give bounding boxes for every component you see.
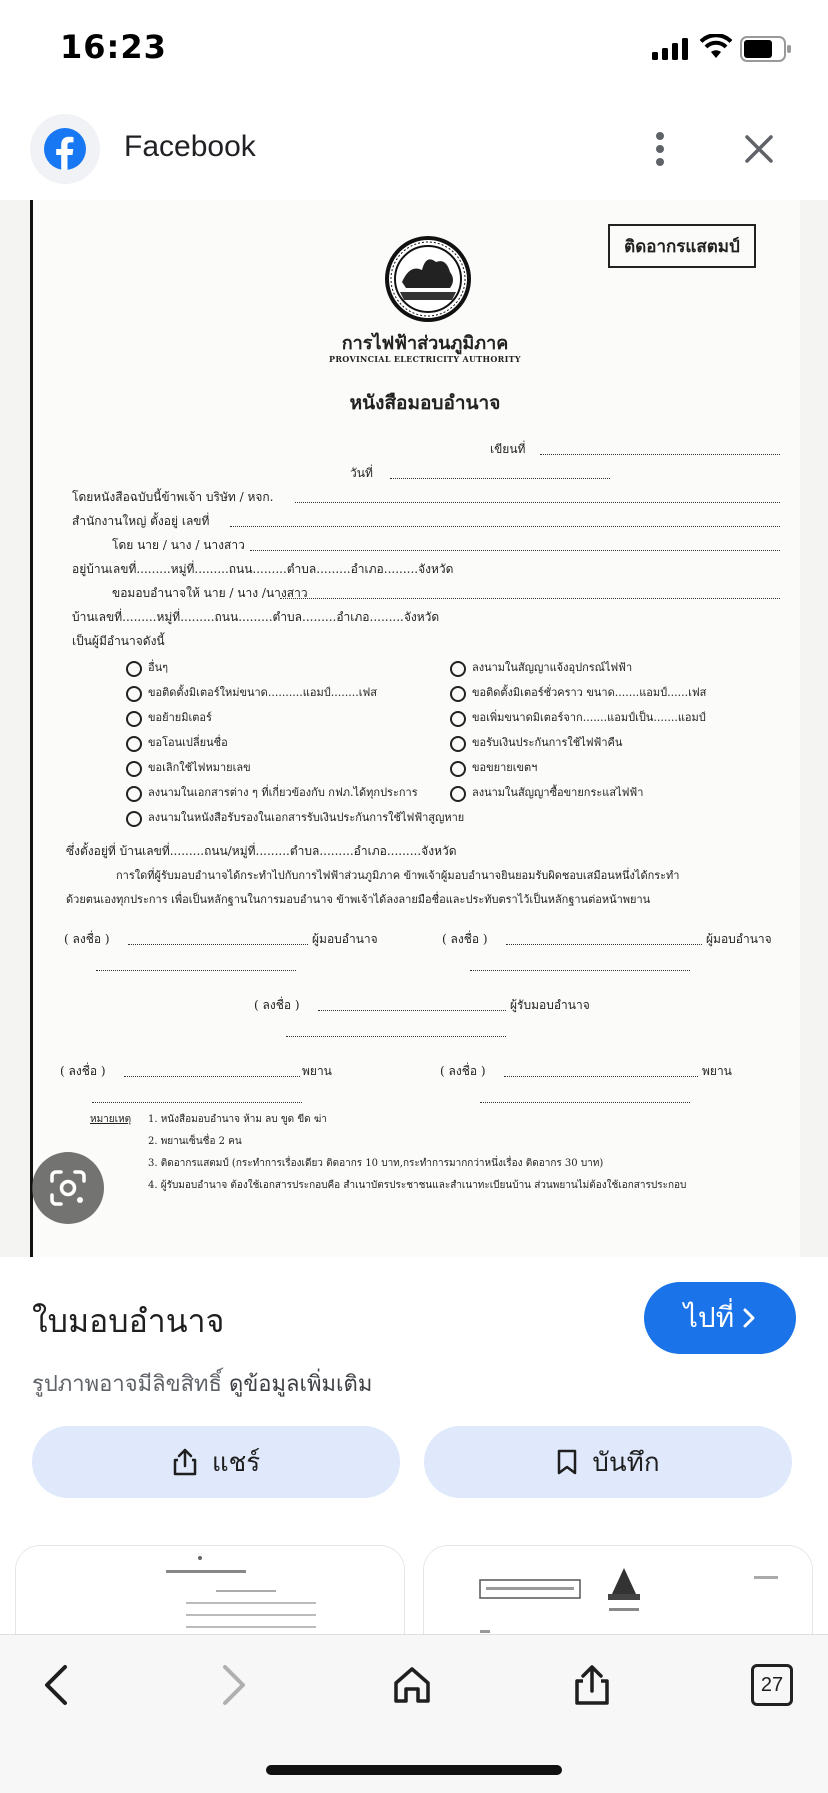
doc-line: สำนักงานใหญ่ ตั้งอยู่ เลขที่ [72, 514, 210, 528]
related-image-thumbnail[interactable] [16, 1546, 404, 1646]
bookmark-icon [556, 1448, 578, 1476]
status-time: 16:23 [60, 28, 167, 66]
doc-line: บ้านเลขที่.........หมู่ที่.........ถนน.........ตำบล.........อำเภอ.........จังหวัด [72, 610, 440, 624]
fill-line [286, 1036, 506, 1037]
related-image-thumbnail[interactable] [424, 1546, 812, 1646]
lens-icon [49, 1169, 87, 1207]
option-radio [126, 736, 142, 752]
org-name-thai: การไฟฟ้าส่วนภูมิภาค [341, 333, 509, 354]
fill-line [280, 598, 780, 599]
battery-icon [740, 36, 792, 62]
fill-line [96, 970, 296, 971]
tabs-button[interactable] [742, 1655, 802, 1715]
close-icon [745, 135, 773, 163]
grantor-label: ผู้มอบอำนาจ [312, 932, 378, 946]
option-radio [126, 761, 142, 777]
fill-line [506, 944, 702, 945]
tab-count: 27 [751, 1664, 793, 1706]
stamp-box: ติดอากรแสตมป์ [608, 224, 756, 268]
doc-line: ขอมอบอำนาจให้ นาย / นาง /นางสาว [112, 586, 308, 600]
doc-line: การใดที่ผู้รับมอบอำนาจได้กระทำไปกับการไฟฟ้าส่วนภูมิภาค ข้าพเจ้าผู้มอบอำนาจยินยอมรับผิดชอบเสมือนหนึ่งได้กระทำ [116, 869, 680, 882]
share-button[interactable] [32, 1426, 400, 1498]
option-radio [126, 686, 142, 702]
fill-line [540, 454, 780, 455]
doc-line: เป็นผู้มีอำนาจดังนี้ [72, 634, 165, 648]
fill-line [480, 1102, 690, 1103]
copyright-notice [32, 1366, 372, 1401]
note-line: 4. ผู้รับมอบอำนาจ ต้องใช้เอกสารประกอบคือ สำเนาบัตรประชาชนและสำเนาทะเบียนบ้าน ส่วนพยานไม่ต้องใช้เอกสารประกอบ [148, 1180, 687, 1191]
chevron-right-icon [219, 1663, 249, 1707]
facebook-icon [44, 128, 86, 170]
option-radio [450, 711, 466, 727]
doc-line: ซึ่งตั้งอยู่ที่ บ้านเลขที่.........ถนน/หมู่ที่.........ตำบล.........อำเภอ.........จังหวัด [66, 844, 457, 858]
source-header [0, 100, 828, 200]
learn-more-link[interactable]: ดูข้อมูลเพิ่มเติม [228, 1372, 373, 1397]
option-label: ลงนามในหนังสือรับรองในเอกสารรับเงินประกันการใช้ไฟฟ้าสูญหาย [148, 811, 465, 824]
org-name-english: PROVINCIAL ELECTRICITY AUTHORITY [329, 354, 521, 364]
option-radio [126, 786, 142, 802]
fill-line [92, 1102, 302, 1103]
note-line: 1. หนังสือมอบอำนาจ ห้าม ลบ ขูด ขีด ฆ่า [148, 1114, 327, 1125]
fill-line [230, 526, 780, 527]
grantor-label: ผู้มอบอำนาจ [706, 932, 772, 946]
save-button[interactable] [424, 1426, 792, 1498]
image-preview[interactable] [0, 200, 828, 1257]
visit-button[interactable] [644, 1282, 796, 1354]
option-radio [126, 711, 142, 727]
option-label: อื่นๆ [148, 661, 169, 674]
written-at: เขียนที่ [490, 442, 526, 456]
fill-line [250, 550, 780, 551]
chevron-left-icon [41, 1663, 71, 1707]
home-button[interactable] [382, 1655, 442, 1715]
home-indicator [266, 1765, 562, 1775]
doc-line: โดยหนังสือฉบับนี้ข้าพเจ้า บริษัท / หจก. [72, 490, 274, 504]
option-radio [450, 786, 466, 802]
option-label: ลงนามในสัญญาแจ้งอุปกรณ์ไฟฟ้า [472, 661, 633, 674]
sign-label: ( ลงชื่อ ) [60, 1064, 106, 1078]
fill-line [470, 970, 690, 971]
share-icon [573, 1663, 611, 1707]
fill-line [318, 1010, 506, 1011]
note-heading: หมายเหตุ [90, 1114, 132, 1125]
site-name[interactable]: Facebook [124, 130, 256, 163]
date-label: วันที่ [350, 466, 373, 480]
witness-label: พยาน [302, 1064, 332, 1078]
option-radio [450, 661, 466, 677]
option-label: ขอเลิกใช้ไฟหมายเลข [148, 761, 251, 774]
note-line: 2. พยานเซ็นชื่อ 2 คน [148, 1136, 242, 1147]
more-vert-icon [655, 131, 665, 167]
document-image [30, 200, 800, 1257]
share-icon [172, 1447, 198, 1477]
option-label: ขอขยายเขตฯ [472, 761, 538, 774]
document-thumbnail-graphic [424, 1546, 812, 1646]
option-label: ขอติดตั้งมิเตอร์ใหม่ขนาด..........แอมป์........เฟส [148, 686, 377, 699]
home-icon [392, 1665, 432, 1705]
save-label: บันทึก [592, 1447, 660, 1478]
visit-label: ไปที่ [683, 1301, 735, 1334]
back-button[interactable] [26, 1655, 86, 1715]
option-label: ขอย้ายมิเตอร์ [148, 711, 212, 724]
lens-search-button[interactable] [32, 1152, 104, 1224]
sign-label: ( ลงชื่อ ) [254, 998, 300, 1012]
share-label: แชร์ [211, 1447, 261, 1478]
option-label: ขอรับเงินประกันการใช้ไฟฟ้าคืน [472, 736, 623, 749]
witness-label: พยาน [702, 1064, 732, 1078]
copyright-text: รูปภาพอาจมีลิขสิทธิ์ [32, 1372, 222, 1397]
option-label: ขอโอนเปลี่ยนชื่อ [148, 736, 228, 749]
document-title: หนังสือมอบอำนาจ [349, 392, 501, 414]
doc-line: อยู่บ้านเลขที่.........หมู่ที่.........ถนน.........ตำบล.........อำเภอ.........จังหวัด [72, 562, 454, 576]
pea-seal-icon [380, 236, 476, 322]
option-radio [126, 811, 142, 827]
option-radio [450, 761, 466, 777]
fill-line [128, 944, 308, 945]
option-label: ลงนามในสัญญาซื้อขายกระแสไฟฟ้า [472, 786, 644, 799]
more-options-button[interactable] [640, 124, 680, 174]
option-label: ขอติดตั้งมิเตอร์ชั่วคราว ขนาด.......แอมป์......เฟส [472, 686, 707, 699]
wifi-icon [700, 34, 732, 60]
option-radio [450, 736, 466, 752]
close-button[interactable] [734, 124, 784, 174]
option-radio [126, 661, 142, 677]
forward-button[interactable] [204, 1655, 264, 1715]
share-page-button[interactable] [562, 1655, 622, 1715]
sign-label: ( ลงชื่อ ) [64, 932, 110, 946]
grantee-label: ผู้รับมอบอำนาจ [510, 998, 590, 1012]
result-title: ใบมอบอำนาจ [32, 1302, 225, 1340]
doc-line: ด้วยตนเองทุกประการ เพื่อเป็นหลักฐานในการมอบอำนาจ ข้าพเจ้าได้ลงลายมือชื่อและประทับตราไว้เป็นหลักฐานต่อหน้าพยาน [66, 893, 651, 906]
scan-edge [30, 200, 33, 1257]
facebook-logo[interactable] [30, 114, 100, 184]
chevron-right-icon [742, 1307, 756, 1329]
fill-line [295, 502, 780, 503]
option-label: ขอเพิ่มขนาดมิเตอร์จาก.......แอมป์เป็น.......แอมป์ [472, 711, 706, 724]
fill-line [390, 478, 610, 479]
option-radio [450, 686, 466, 702]
fill-line [504, 1076, 698, 1077]
fill-line [124, 1076, 300, 1077]
cellular-signal-icon [652, 38, 688, 60]
option-label: ลงนามในเอกสารต่าง ๆ ที่เกี่ยวข้องกับ กฟภ.ได้ทุกประการ [148, 786, 418, 799]
note-line: 3. ติดอากรแสตมป์ (กระทำการเรื่องเดียว ติดอากร 10 บาท,กระทำการมากกว่าหนึ่งเรื่อง ติดอากร 30 บาท) [148, 1158, 604, 1169]
doc-line: โดย นาย / นาง / นางสาว [112, 538, 245, 552]
status-bar [0, 0, 828, 100]
document-thumbnail-graphic [16, 1546, 404, 1646]
sign-label: ( ลงชื่อ ) [440, 1064, 486, 1078]
sign-label: ( ลงชื่อ ) [442, 932, 488, 946]
